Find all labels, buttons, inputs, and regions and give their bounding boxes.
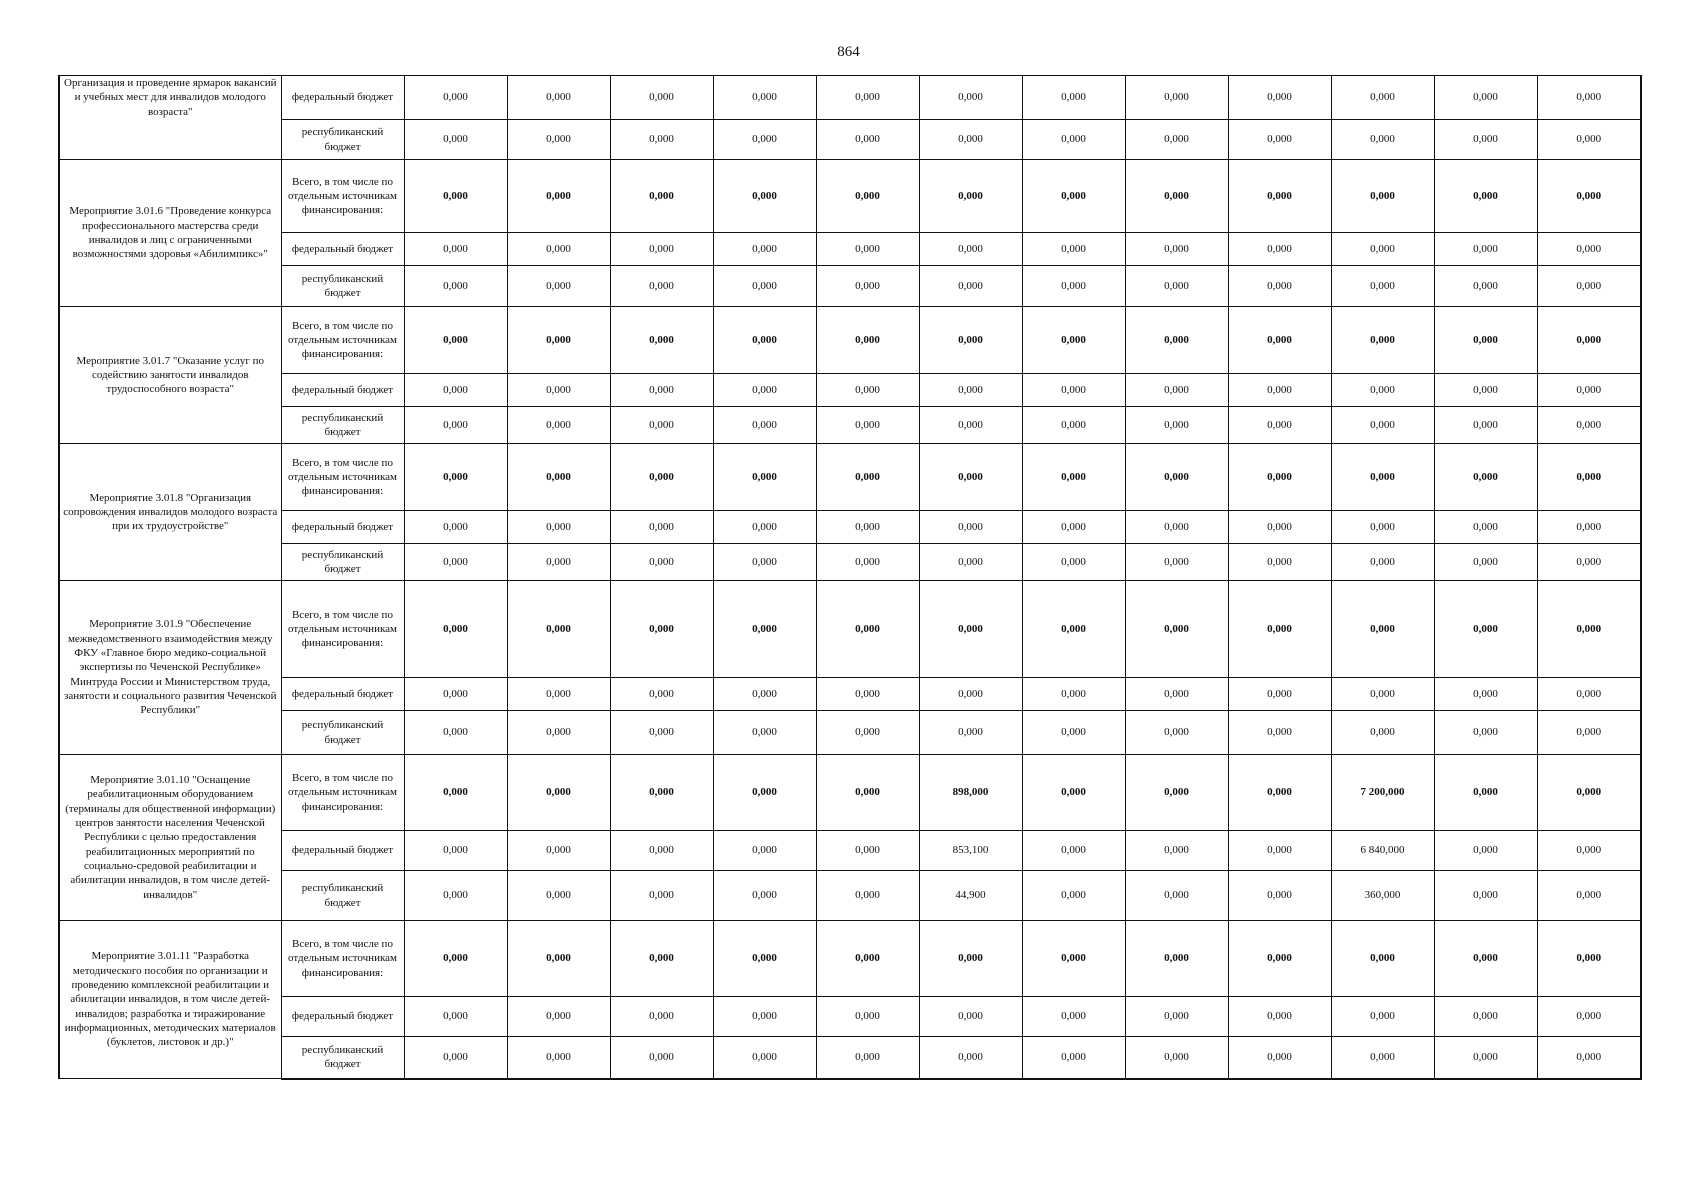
amount-cell: 0,000 (404, 160, 507, 233)
amount-cell: 0,000 (713, 581, 816, 678)
amount-cell: 0,000 (1228, 544, 1331, 581)
funding-source-republic: республиканский бюджет (281, 1037, 404, 1079)
amount-cell: 0,000 (1228, 871, 1331, 921)
amount-cell: 0,000 (1125, 374, 1228, 407)
amount-cell: 0,000 (1434, 755, 1537, 831)
amount-cell: 0,000 (1537, 921, 1641, 997)
amount-cell: 0,000 (1331, 407, 1434, 444)
page-number: 864 (837, 44, 860, 60)
amount-cell: 0,000 (610, 76, 713, 120)
amount-cell: 0,000 (1125, 755, 1228, 831)
amount-cell: 0,000 (404, 711, 507, 755)
funding-source-federal: федеральный бюджет (281, 831, 404, 871)
amount-cell: 0,000 (1537, 711, 1641, 755)
amount-cell: 0,000 (1022, 581, 1125, 678)
amount-cell: 0,000 (1125, 120, 1228, 160)
amount-cell: 0,000 (507, 997, 610, 1037)
amount-cell: 0,000 (1434, 997, 1537, 1037)
amount-cell: 0,000 (1228, 266, 1331, 307)
amount-cell: 0,000 (1537, 1037, 1641, 1079)
amount-cell: 0,000 (1228, 1037, 1331, 1079)
amount-cell: 0,000 (919, 997, 1022, 1037)
amount-cell: 0,000 (1022, 678, 1125, 711)
amount-cell: 0,000 (507, 160, 610, 233)
table-row (59, 120, 1641, 160)
amount-cell: 0,000 (1434, 831, 1537, 871)
amount-cell: 0,000 (919, 581, 1022, 678)
table-row (59, 374, 1641, 407)
amount-cell: 0,000 (1125, 160, 1228, 233)
amount-cell: 0,000 (1331, 511, 1434, 544)
amount-cell: 0,000 (1125, 581, 1228, 678)
amount-cell: 0,000 (1228, 407, 1331, 444)
amount-cell: 0,000 (404, 511, 507, 544)
amount-cell: 0,000 (1331, 233, 1434, 266)
amount-cell: 0,000 (1228, 160, 1331, 233)
funding-source-republic: республиканский бюджет (281, 711, 404, 755)
amount-cell: 0,000 (816, 266, 919, 307)
amount-cell: 0,000 (1537, 997, 1641, 1037)
amount-cell: 0,000 (1228, 678, 1331, 711)
amount-cell: 0,000 (713, 233, 816, 266)
amount-cell: 0,000 (919, 266, 1022, 307)
funding-source-federal: федеральный бюджет (281, 76, 404, 120)
amount-cell: 0,000 (507, 76, 610, 120)
amount-cell: 0,000 (919, 711, 1022, 755)
amount-cell: 0,000 (1331, 921, 1434, 997)
funding-source-republic: республиканский бюджет (281, 407, 404, 444)
table-row (59, 76, 1641, 120)
amount-cell: 0,000 (1331, 444, 1434, 511)
amount-cell: 0,000 (507, 1037, 610, 1079)
table-row (59, 511, 1641, 544)
table-row (59, 307, 1641, 374)
amount-cell: 0,000 (1434, 407, 1537, 444)
measure-description: Мероприятие 3.01.8 "Организация сопровождения инвалидов молодого возраста при их трудоустройстве" (59, 444, 281, 581)
funding-source-federal: федеральный бюджет (281, 374, 404, 407)
amount-cell: 0,000 (610, 266, 713, 307)
amount-cell: 44,900 (919, 871, 1022, 921)
amount-cell: 0,000 (1434, 120, 1537, 160)
amount-cell: 0,000 (816, 755, 919, 831)
funding-source-republic: республиканский бюджет (281, 266, 404, 307)
amount-cell: 0,000 (507, 711, 610, 755)
amount-cell: 0,000 (1125, 1037, 1228, 1079)
amount-cell: 0,000 (610, 1037, 713, 1079)
amount-cell: 0,000 (610, 921, 713, 997)
amount-cell: 0,000 (404, 444, 507, 511)
amount-cell: 0,000 (816, 997, 919, 1037)
amount-cell: 0,000 (1125, 511, 1228, 544)
amount-cell: 0,000 (1434, 1037, 1537, 1079)
amount-cell: 0,000 (1537, 407, 1641, 444)
amount-cell: 0,000 (713, 444, 816, 511)
amount-cell: 0,000 (1228, 120, 1331, 160)
amount-cell: 0,000 (404, 871, 507, 921)
amount-cell: 0,000 (507, 120, 610, 160)
amount-cell: 0,000 (1434, 233, 1537, 266)
amount-cell: 0,000 (1125, 266, 1228, 307)
amount-cell: 0,000 (610, 407, 713, 444)
amount-cell: 0,000 (919, 374, 1022, 407)
amount-cell: 0,000 (1331, 374, 1434, 407)
amount-cell: 0,000 (507, 544, 610, 581)
amount-cell: 0,000 (1125, 997, 1228, 1037)
amount-cell: 0,000 (507, 444, 610, 511)
amount-cell: 0,000 (919, 921, 1022, 997)
amount-cell: 0,000 (713, 544, 816, 581)
amount-cell: 360,000 (1331, 871, 1434, 921)
amount-cell: 0,000 (1434, 76, 1537, 120)
amount-cell: 0,000 (1228, 76, 1331, 120)
amount-cell: 0,000 (713, 921, 816, 997)
amount-cell: 0,000 (404, 831, 507, 871)
amount-cell: 0,000 (610, 444, 713, 511)
amount-cell: 0,000 (1537, 120, 1641, 160)
amount-cell: 0,000 (1537, 511, 1641, 544)
amount-cell: 0,000 (919, 307, 1022, 374)
measure-description: Мероприятие 3.01.10 "Оснащение реабилитационным оборудованием (терминалы для общественной информации) центров занятости населения Чеченской Республики с целью предоставления реабилитационных мероприятий по социально-средовой реабилитации и абилитации инвалидов, в том числе детей- инвалидов" (59, 755, 281, 921)
amount-cell: 0,000 (1228, 233, 1331, 266)
measure-description: Организация и проведение ярмарок вакансий и учебных мест для инвалидов молодого возраста" (59, 76, 281, 160)
funding-source-total: Всего, в том числе по отдельным источникам финансирования: (281, 755, 404, 831)
amount-cell: 0,000 (404, 755, 507, 831)
amount-cell: 0,000 (1228, 581, 1331, 678)
amount-cell: 0,000 (1022, 1037, 1125, 1079)
amount-cell: 0,000 (1228, 997, 1331, 1037)
amount-cell: 0,000 (507, 678, 610, 711)
table-row (59, 997, 1641, 1037)
amount-cell: 0,000 (1022, 444, 1125, 511)
amount-cell: 898,000 (919, 755, 1022, 831)
amount-cell: 0,000 (1228, 755, 1331, 831)
funding-source-total: Всего, в том числе по отдельным источникам финансирования: (281, 307, 404, 374)
table-row (59, 544, 1641, 581)
amount-cell: 0,000 (1537, 76, 1641, 120)
amount-cell: 0,000 (1434, 871, 1537, 921)
amount-cell: 0,000 (816, 831, 919, 871)
amount-cell: 0,000 (1434, 266, 1537, 307)
table-row (59, 266, 1641, 307)
amount-cell: 0,000 (919, 678, 1022, 711)
amount-cell: 0,000 (507, 374, 610, 407)
amount-cell: 0,000 (404, 997, 507, 1037)
amount-cell: 0,000 (1331, 678, 1434, 711)
amount-cell: 0,000 (713, 871, 816, 921)
amount-cell: 0,000 (1434, 921, 1537, 997)
amount-cell: 0,000 (610, 374, 713, 407)
amount-cell: 0,000 (1022, 544, 1125, 581)
amount-cell: 0,000 (404, 544, 507, 581)
amount-cell: 0,000 (610, 307, 713, 374)
funding-source-federal: федеральный бюджет (281, 233, 404, 266)
amount-cell: 853,100 (919, 831, 1022, 871)
funding-source-federal: федеральный бюджет (281, 997, 404, 1037)
amount-cell: 0,000 (1022, 266, 1125, 307)
amount-cell: 0,000 (1331, 997, 1434, 1037)
amount-cell: 0,000 (610, 581, 713, 678)
table-row (59, 581, 1641, 678)
amount-cell: 0,000 (1022, 407, 1125, 444)
amount-cell: 0,000 (1331, 581, 1434, 678)
amount-cell: 0,000 (610, 120, 713, 160)
measure-description: Мероприятие 3.01.7 "Оказание услуг по содействию занятости инвалидов трудоспособного возраста" (59, 307, 281, 444)
amount-cell: 0,000 (1537, 160, 1641, 233)
amount-cell: 0,000 (1537, 678, 1641, 711)
amount-cell: 0,000 (610, 160, 713, 233)
amount-cell: 0,000 (1022, 233, 1125, 266)
amount-cell: 0,000 (816, 233, 919, 266)
amount-cell: 0,000 (507, 831, 610, 871)
amount-cell: 0,000 (1537, 374, 1641, 407)
amount-cell: 0,000 (1022, 871, 1125, 921)
amount-cell: 0,000 (1125, 871, 1228, 921)
amount-cell: 0,000 (816, 544, 919, 581)
amount-cell: 0,000 (610, 871, 713, 921)
table-row (59, 407, 1641, 444)
amount-cell: 0,000 (713, 511, 816, 544)
amount-cell: 0,000 (404, 233, 507, 266)
measure-description: Мероприятие 3.01.6 "Проведение конкурса профессионального мастерства среди инвалидов и лиц с ограниченными возможностями здоровья «Абилимпикс»" (59, 160, 281, 307)
financing-table-body (59, 76, 1641, 1079)
amount-cell: 0,000 (919, 76, 1022, 120)
amount-cell: 0,000 (1125, 307, 1228, 374)
amount-cell: 0,000 (1331, 160, 1434, 233)
amount-cell: 0,000 (816, 407, 919, 444)
amount-cell: 0,000 (1331, 544, 1434, 581)
funding-source-total: Всего, в том числе по отдельным источникам финансирования: (281, 921, 404, 997)
table-row (59, 444, 1641, 511)
amount-cell: 0,000 (1434, 444, 1537, 511)
amount-cell: 0,000 (1022, 711, 1125, 755)
table-row (59, 160, 1641, 233)
funding-source-federal: федеральный бюджет (281, 678, 404, 711)
funding-source-republic: республиканский бюджет (281, 120, 404, 160)
amount-cell: 0,000 (816, 120, 919, 160)
amount-cell: 0,000 (1125, 444, 1228, 511)
amount-cell: 0,000 (816, 711, 919, 755)
amount-cell: 0,000 (1022, 921, 1125, 997)
amount-cell: 0,000 (1331, 76, 1434, 120)
amount-cell: 0,000 (1022, 755, 1125, 831)
table-row (59, 831, 1641, 871)
amount-cell: 0,000 (610, 511, 713, 544)
amount-cell: 0,000 (1022, 831, 1125, 871)
amount-cell: 0,000 (404, 921, 507, 997)
amount-cell: 0,000 (816, 444, 919, 511)
amount-cell: 7 200,000 (1331, 755, 1434, 831)
amount-cell: 0,000 (1125, 678, 1228, 711)
amount-cell: 0,000 (1331, 711, 1434, 755)
amount-cell: 0,000 (1022, 120, 1125, 160)
amount-cell: 0,000 (713, 266, 816, 307)
amount-cell: 0,000 (1125, 233, 1228, 266)
table-row (59, 871, 1641, 921)
amount-cell: 0,000 (1228, 711, 1331, 755)
table-row (59, 711, 1641, 755)
amount-cell: 0,000 (1537, 266, 1641, 307)
amount-cell: 0,000 (713, 997, 816, 1037)
measure-description: Мероприятие 3.01.11 "Разработка методического пособия по организации и проведению комплексной реабилитации и абилитации инвалидов, в том числе детей- инвалидов; разработка и тиражирование информационных, методических материалов (буклетов, листовок и др.)" (59, 921, 281, 1079)
amount-cell: 0,000 (1537, 444, 1641, 511)
amount-cell: 0,000 (1434, 581, 1537, 678)
amount-cell: 0,000 (919, 233, 1022, 266)
amount-cell: 0,000 (404, 120, 507, 160)
amount-cell: 0,000 (1022, 160, 1125, 233)
amount-cell: 0,000 (1228, 374, 1331, 407)
amount-cell: 0,000 (1022, 307, 1125, 374)
amount-cell: 0,000 (404, 407, 507, 444)
amount-cell: 0,000 (919, 407, 1022, 444)
amount-cell: 0,000 (1125, 831, 1228, 871)
funding-source-republic: республиканский бюджет (281, 871, 404, 921)
amount-cell: 0,000 (1228, 921, 1331, 997)
amount-cell: 0,000 (610, 544, 713, 581)
amount-cell: 0,000 (713, 1037, 816, 1079)
amount-cell: 0,000 (713, 407, 816, 444)
amount-cell: 0,000 (919, 1037, 1022, 1079)
amount-cell: 0,000 (1331, 266, 1434, 307)
amount-cell: 0,000 (507, 233, 610, 266)
amount-cell: 0,000 (507, 921, 610, 997)
amount-cell: 0,000 (816, 1037, 919, 1079)
amount-cell: 0,000 (507, 511, 610, 544)
amount-cell: 0,000 (1434, 711, 1537, 755)
amount-cell: 0,000 (713, 678, 816, 711)
amount-cell: 0,000 (1022, 511, 1125, 544)
amount-cell: 0,000 (507, 581, 610, 678)
amount-cell: 0,000 (507, 755, 610, 831)
amount-cell: 0,000 (610, 997, 713, 1037)
amount-cell: 0,000 (1228, 444, 1331, 511)
amount-cell: 0,000 (816, 307, 919, 374)
funding-source-total: Всего, в том числе по отдельным источникам финансирования: (281, 444, 404, 511)
amount-cell: 0,000 (1125, 921, 1228, 997)
amount-cell: 0,000 (816, 160, 919, 233)
amount-cell: 0,000 (1537, 307, 1641, 374)
amount-cell: 0,000 (1537, 233, 1641, 266)
amount-cell: 0,000 (713, 307, 816, 374)
amount-cell: 0,000 (919, 160, 1022, 233)
amount-cell: 0,000 (919, 120, 1022, 160)
amount-cell: 0,000 (404, 581, 507, 678)
funding-source-republic: республиканский бюджет (281, 544, 404, 581)
amount-cell: 0,000 (1228, 511, 1331, 544)
amount-cell: 0,000 (404, 1037, 507, 1079)
amount-cell: 0,000 (1434, 307, 1537, 374)
amount-cell: 0,000 (919, 444, 1022, 511)
amount-cell: 0,000 (1022, 374, 1125, 407)
amount-cell: 0,000 (1434, 160, 1537, 233)
amount-cell: 0,000 (713, 76, 816, 120)
table-row (59, 678, 1641, 711)
amount-cell: 0,000 (404, 307, 507, 374)
amount-cell: 0,000 (507, 307, 610, 374)
amount-cell: 0,000 (1125, 407, 1228, 444)
amount-cell: 0,000 (816, 871, 919, 921)
amount-cell: 0,000 (816, 374, 919, 407)
amount-cell: 0,000 (1331, 307, 1434, 374)
amount-cell: 0,000 (1331, 1037, 1434, 1079)
amount-cell: 0,000 (1537, 544, 1641, 581)
amount-cell: 0,000 (919, 544, 1022, 581)
amount-cell: 0,000 (1434, 678, 1537, 711)
funding-source-federal: федеральный бюджет (281, 511, 404, 544)
amount-cell: 0,000 (404, 76, 507, 120)
amount-cell: 0,000 (1434, 511, 1537, 544)
amount-cell: 0,000 (610, 678, 713, 711)
amount-cell: 0,000 (1125, 544, 1228, 581)
amount-cell: 0,000 (1537, 755, 1641, 831)
amount-cell: 0,000 (816, 678, 919, 711)
amount-cell: 0,000 (507, 871, 610, 921)
amount-cell: 0,000 (1537, 581, 1641, 678)
amount-cell: 0,000 (1125, 711, 1228, 755)
amount-cell: 0,000 (610, 711, 713, 755)
amount-cell: 0,000 (816, 581, 919, 678)
amount-cell: 0,000 (610, 233, 713, 266)
amount-cell: 0,000 (919, 511, 1022, 544)
amount-cell: 0,000 (1537, 871, 1641, 921)
amount-cell: 0,000 (1228, 831, 1331, 871)
amount-cell: 0,000 (1022, 997, 1125, 1037)
amount-cell: 0,000 (713, 120, 816, 160)
amount-cell: 0,000 (713, 711, 816, 755)
amount-cell: 0,000 (507, 266, 610, 307)
amount-cell: 0,000 (1537, 831, 1641, 871)
table-row (59, 233, 1641, 266)
table-row (59, 921, 1641, 997)
amount-cell: 0,000 (816, 511, 919, 544)
amount-cell: 0,000 (507, 407, 610, 444)
amount-cell: 0,000 (816, 921, 919, 997)
amount-cell: 0,000 (1434, 544, 1537, 581)
amount-cell: 0,000 (404, 374, 507, 407)
financing-table (58, 75, 1642, 1080)
amount-cell: 0,000 (816, 76, 919, 120)
funding-source-total: Всего, в том числе по отдельным источникам финансирования: (281, 160, 404, 233)
amount-cell: 0,000 (713, 755, 816, 831)
amount-cell: 0,000 (610, 831, 713, 871)
amount-cell: 0,000 (1125, 76, 1228, 120)
amount-cell: 0,000 (1022, 76, 1125, 120)
amount-cell: 0,000 (1331, 120, 1434, 160)
amount-cell: 0,000 (713, 374, 816, 407)
amount-cell: 0,000 (1434, 374, 1537, 407)
measure-description: Мероприятие 3.01.9 "Обеспечение межведомственного взаимодействия между ФКУ «Главное бюро медико-социальной экспертизы по Чеченской Республике» Минтруда России и Министерством труда, занятости и социального развития Чеченской Республики" (59, 581, 281, 755)
amount-cell: 0,000 (610, 755, 713, 831)
amount-cell: 0,000 (1228, 307, 1331, 374)
amount-cell: 6 840,000 (1331, 831, 1434, 871)
amount-cell: 0,000 (404, 678, 507, 711)
funding-source-total: Всего, в том числе по отдельным источникам финансирования: (281, 581, 404, 678)
amount-cell: 0,000 (713, 160, 816, 233)
table-row (59, 755, 1641, 831)
amount-cell: 0,000 (713, 831, 816, 871)
amount-cell: 0,000 (404, 266, 507, 307)
table-row (59, 1037, 1641, 1079)
